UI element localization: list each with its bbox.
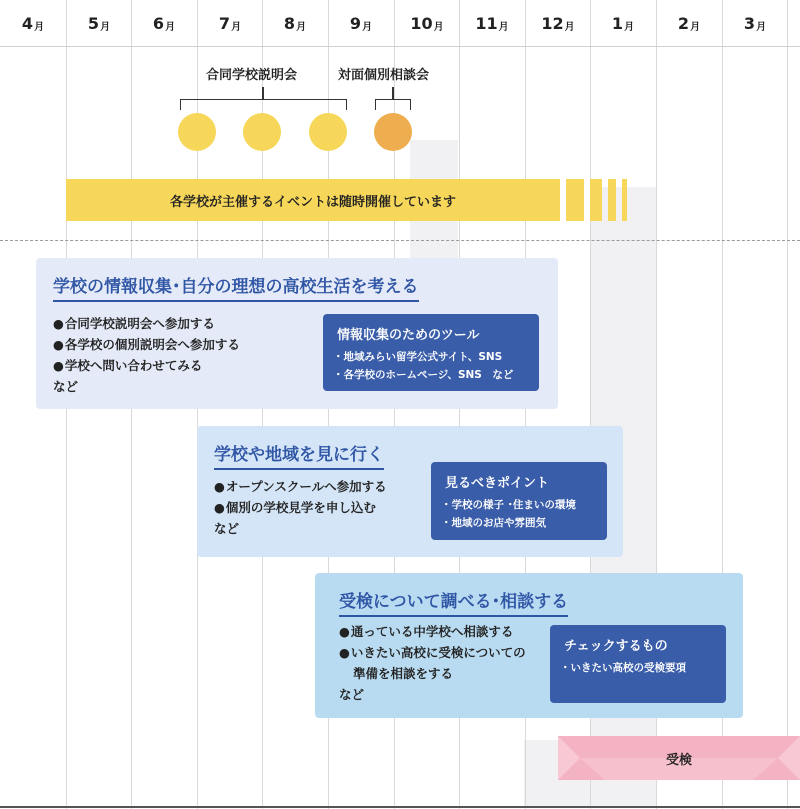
month-number: 5 — [87, 13, 100, 33]
tool-item: ・ 地域のお店や雰囲気 — [441, 514, 576, 532]
individual-consult-bracket — [375, 99, 411, 110]
header-divider — [0, 46, 800, 47]
visit-title: 学校や地域を見に行く — [214, 440, 384, 470]
joint-session-label: 合同学校説明会 — [206, 68, 298, 83]
month-label — [262, 0, 328, 46]
tool-item: ・ いきたい高校の受検要項 — [560, 659, 686, 677]
ongoing-events-label: 各学校が主催するイベントは随時開催しています — [169, 194, 456, 210]
month-number: 2 — [677, 13, 690, 33]
month-label — [197, 0, 263, 46]
visit-bullets — [214, 476, 387, 539]
month-unit: 月 — [100, 21, 111, 33]
bullet-item: ● 通っている中学校へ相談する — [339, 621, 526, 642]
month-number: 6 — [152, 13, 165, 33]
month-unit: 月 — [624, 21, 635, 33]
month-unit: 月 — [433, 21, 444, 33]
month-label — [131, 0, 197, 46]
month-label — [525, 0, 591, 46]
etc-text: など — [53, 379, 79, 394]
tool-item: ・ 地域みらい留学公式サイト、SNS — [333, 348, 513, 366]
info-gathering-title: 学校の情報収集･自分の理想の高校生活を考える — [53, 272, 419, 302]
exam-band — [558, 736, 800, 780]
month-unit: 月 — [564, 21, 575, 33]
info-tools-box — [323, 314, 539, 391]
bar-stripe-4 — [622, 179, 627, 221]
month-number: 8 — [283, 13, 296, 33]
month-label — [459, 0, 525, 46]
visit-points-box — [431, 462, 607, 540]
bullet-item-continued: 準備を相談をする — [353, 666, 454, 681]
bar-stripe-1 — [566, 179, 584, 221]
month-label — [328, 0, 394, 46]
bullet-item: ● 学校へ問い合わせてみる — [53, 355, 240, 376]
bar-stripe-2 — [590, 179, 602, 221]
event-dot-aug — [243, 113, 281, 151]
month-label — [656, 0, 722, 46]
joint-session-bracket-stem — [262, 87, 264, 99]
exam-research-bullets — [339, 621, 526, 705]
etc-text: など — [214, 521, 240, 536]
month-unit: 月 — [498, 21, 509, 33]
month-unit: 月 — [362, 21, 373, 33]
month-number: 1 — [611, 13, 624, 33]
individual-consult-bracket-stem — [392, 87, 394, 99]
month-number: 11 — [475, 13, 498, 33]
info-tools-list — [333, 348, 513, 384]
etc-text: など — [339, 687, 365, 702]
event-dot-jul — [178, 113, 216, 151]
month-number: 9 — [349, 13, 362, 33]
month-label — [66, 0, 132, 46]
bullet-item: ● いきたい高校に受検についての — [339, 642, 526, 663]
bullet-item: ● 各学校の個別説明会へ参加する — [53, 334, 240, 355]
month-unit: 月 — [756, 21, 767, 33]
check-items-list — [560, 659, 686, 677]
individual-consult-label: 対面個別相談会 — [338, 68, 430, 83]
visit-points-list — [441, 496, 576, 532]
month-label — [722, 0, 788, 46]
check-items-title: チェックするもの — [564, 639, 668, 654]
month-unit: 月 — [296, 21, 307, 33]
info-gathering-panel — [36, 258, 558, 409]
joint-session-bracket — [180, 99, 347, 110]
month-label — [0, 0, 66, 46]
month-unit: 月 — [690, 21, 701, 33]
event-dot-sep — [309, 113, 347, 151]
month-number: 4 — [21, 13, 34, 33]
month-gridline — [787, 0, 788, 809]
check-items-box — [550, 625, 726, 703]
visit-panel — [197, 426, 623, 557]
ongoing-events-bar — [66, 179, 560, 221]
month-label — [590, 0, 656, 46]
bullet-item: ● オープンスクールへ参加する — [214, 476, 387, 497]
month-unit: 月 — [231, 21, 242, 33]
month-unit: 月 — [34, 21, 45, 33]
tool-item: ・ 各学校のホームページ、SNS など — [333, 366, 513, 384]
month-number: 3 — [743, 13, 756, 33]
tool-item: ・ 学校の様子 ･住まいの環境 — [441, 496, 576, 514]
bullet-item: ● 合同学校説明会へ参加する — [53, 313, 240, 334]
month-number: 10 — [410, 13, 433, 33]
bar-stripe-3 — [608, 179, 616, 221]
timeline-baseline — [0, 806, 800, 808]
month-label — [394, 0, 460, 46]
event-dot-consult — [374, 113, 412, 151]
exam-research-panel — [315, 573, 743, 718]
section-divider — [0, 240, 800, 241]
visit-points-title: 見るべきポイント — [445, 476, 550, 491]
bullet-item: ● 個別の学校見学を申し込む — [214, 497, 387, 518]
exam-research-title: 受検について調べる･相談する — [339, 587, 568, 617]
info-gathering-bullets — [53, 313, 240, 397]
month-unit: 月 — [165, 21, 176, 33]
info-tools-title: 情報収集のためのツール — [337, 328, 480, 343]
exam-label: 受検 — [665, 752, 692, 768]
month-number: 12 — [541, 13, 564, 33]
month-number: 7 — [218, 13, 231, 33]
